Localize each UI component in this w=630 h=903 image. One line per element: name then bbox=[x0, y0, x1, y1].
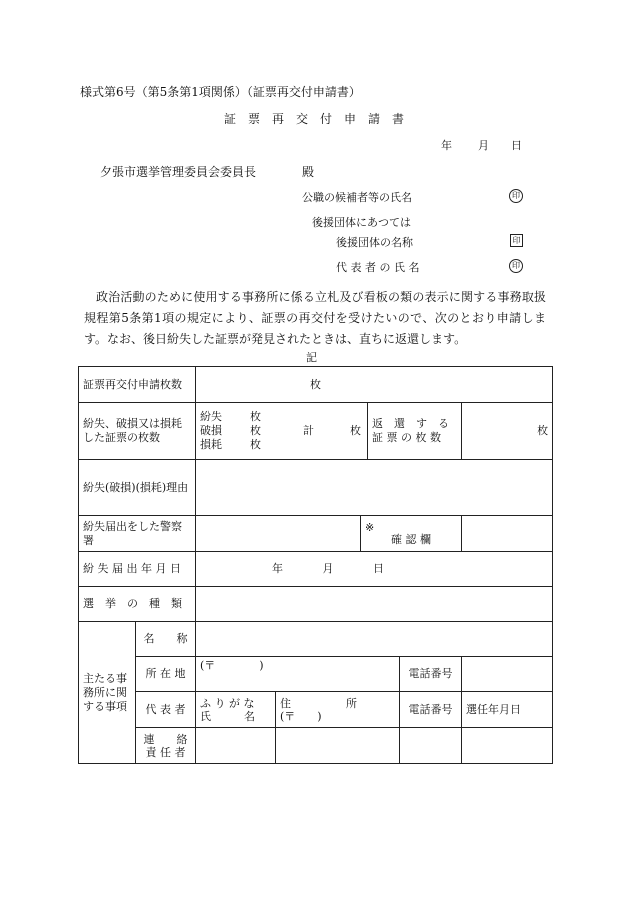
row6-label: 選 挙 の 種 類 bbox=[79, 587, 196, 622]
office-shimei: 氏 名 bbox=[200, 709, 255, 723]
form-label: 様式第6号（第5条第1項関係）（証票再交付申請書） bbox=[80, 85, 361, 99]
office-name-value[interactable] bbox=[196, 622, 553, 657]
office-rep-address[interactable] bbox=[276, 692, 400, 728]
page-title: 証 票 再 交 付 申 請 書 bbox=[224, 112, 405, 126]
row4-value[interactable] bbox=[196, 516, 361, 552]
row2-return-label: 返 還 す る 証 票 の 枚 数 bbox=[368, 403, 462, 460]
date-day: 日 bbox=[511, 139, 522, 152]
row-office-name bbox=[79, 622, 553, 657]
row-office-location bbox=[79, 657, 553, 692]
office-phone-value[interactable] bbox=[462, 657, 553, 692]
row4-label: 紛失届出をした警察署 bbox=[79, 516, 196, 552]
row-office-contact bbox=[79, 728, 553, 764]
row2-return-value[interactable] bbox=[462, 403, 553, 460]
row2-label: 紛失、破損又は損耗した証票の枚数 bbox=[79, 403, 196, 460]
row4-mark: ※ bbox=[365, 520, 375, 534]
office-name-label: 名 称 bbox=[136, 622, 196, 657]
row-reason bbox=[79, 460, 553, 516]
seal-square: 印 bbox=[510, 234, 523, 247]
row1-label: 証票再交付申請枚数 bbox=[79, 367, 196, 403]
office-contact-label: 連 絡 責 任 者 bbox=[136, 728, 196, 764]
row2-return-unit: 枚 bbox=[537, 424, 549, 437]
body-text: 政治活動のために使用する事務所に係る立札及び看板の類の表示に関する事務取扱規程第5条第1項の規定により、証票の再交付を受けたいので、次のとおり申請します。なお、後日紛失した証票が発見されたときは、直ちに返還します。 bbox=[84, 290, 546, 346]
row-police bbox=[79, 516, 553, 552]
date-year: 年 bbox=[441, 139, 452, 152]
row1-value[interactable] bbox=[196, 367, 553, 403]
row2-total-unit: 枚 bbox=[350, 424, 361, 437]
office-location-label: 所 在 地 bbox=[136, 657, 196, 692]
row5-value[interactable] bbox=[196, 552, 553, 587]
office-contact-name[interactable] bbox=[196, 728, 276, 764]
row5-label: 紛 失 届 出 年 月 日 bbox=[79, 552, 196, 587]
support-group-intro: 後援団体にあつては bbox=[312, 216, 411, 229]
office-phone-label: 電話番号 bbox=[400, 657, 462, 692]
row4-confirm: 確 認 欄 bbox=[391, 532, 431, 546]
date-month: 月 bbox=[478, 139, 489, 152]
office-contact-date[interactable] bbox=[462, 728, 553, 764]
row-lost bbox=[79, 403, 553, 460]
row2-lost: 紛失 bbox=[200, 410, 222, 423]
office-furigana: ふ り が な bbox=[200, 696, 255, 710]
row2-worn: 損耗 bbox=[200, 438, 222, 451]
row5-day: 日 bbox=[373, 562, 384, 575]
row5-month: 月 bbox=[322, 562, 334, 575]
row2-unit-3: 枚 bbox=[250, 438, 261, 451]
row5-year: 年 bbox=[272, 562, 283, 575]
office-contact-phone[interactable] bbox=[400, 728, 462, 764]
addressee-honorific: 殿 bbox=[302, 165, 315, 179]
application-table bbox=[78, 366, 553, 764]
row2-total: 計 bbox=[303, 424, 314, 437]
ki-heading: 記 bbox=[306, 351, 317, 364]
office-rep-label: 代 表 者 bbox=[136, 692, 196, 728]
row4-confirm-cell bbox=[361, 516, 462, 552]
support-group-label: 後援団体の名称 bbox=[336, 236, 413, 249]
row2-breakdown[interactable] bbox=[196, 403, 368, 460]
row3-label: 紛失(破損)(損耗)理由 bbox=[79, 460, 196, 516]
row2-unit-2: 枚 bbox=[250, 424, 261, 437]
row-count bbox=[79, 367, 553, 403]
row6-value[interactable] bbox=[196, 587, 553, 622]
office-location-value[interactable] bbox=[196, 657, 400, 692]
row2-unit-1: 枚 bbox=[250, 410, 261, 423]
row-election bbox=[79, 587, 553, 622]
row4-confirm-value[interactable] bbox=[462, 516, 553, 552]
row1-unit: 枚 bbox=[310, 377, 321, 391]
office-address: 住 所 bbox=[280, 696, 357, 710]
addressee-name: 夕張市選挙管理委員会委員長 bbox=[100, 165, 257, 179]
office-appointed-label: 選任年月日 bbox=[462, 692, 553, 728]
row3-value[interactable] bbox=[196, 460, 553, 516]
office-rep-name[interactable] bbox=[196, 692, 276, 728]
office-postal2: (〒 ) bbox=[280, 709, 322, 723]
office-rep-phone-label: 電話番号 bbox=[400, 692, 462, 728]
seal-circle-2: 印 bbox=[509, 259, 523, 273]
row-office-rep bbox=[79, 692, 553, 728]
row-date bbox=[79, 552, 553, 587]
representative-label: 代 表 者 の 氏 名 bbox=[336, 261, 420, 274]
office-label: 主たる事務所に関する事項 bbox=[79, 622, 136, 764]
row2-damaged: 破損 bbox=[200, 424, 222, 437]
office-postal: (〒 ) bbox=[200, 659, 264, 672]
office-contact-address[interactable] bbox=[276, 728, 400, 764]
seal-circle-1: 印 bbox=[509, 189, 523, 203]
candidate-label: 公職の候補者等の氏名 bbox=[302, 191, 412, 204]
